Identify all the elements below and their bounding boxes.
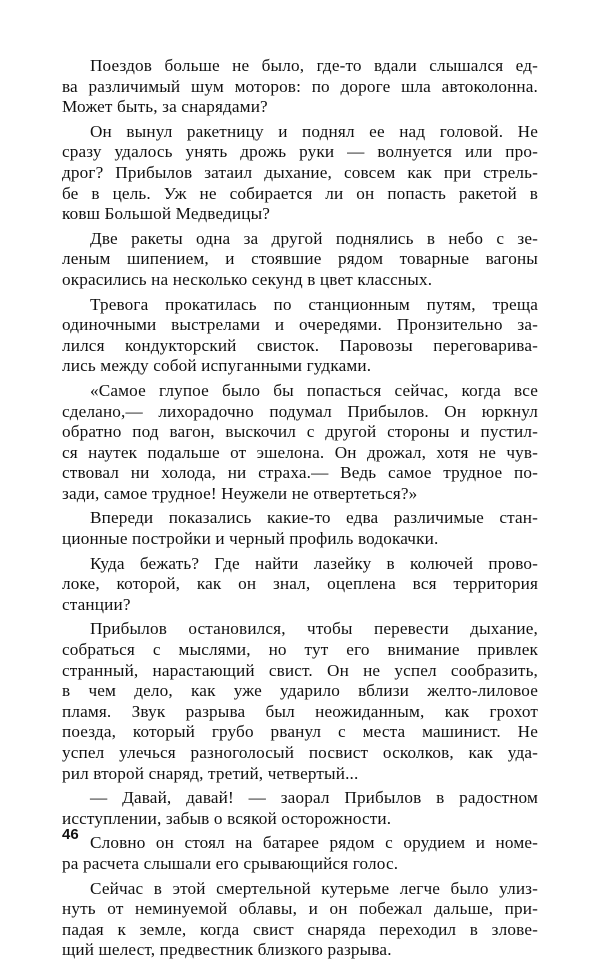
text-line: сделано,— лихорадочно подумал Прибылов. Он юркнул [62,401,538,421]
text-line: странный, нарастающий свист. Он не успел сообразить, [62,660,538,680]
paragraph [62,381,538,505]
text-line: ва различимый шум моторов: по дороге шла автоколонна. [62,76,538,96]
text-line: Он вынул ракетницу и поднял ее над головой. Не [90,121,538,141]
page-number: 46 [62,826,79,843]
text-line: нуть от неминуемой облавы, и он побежал дальше, при- [62,899,538,919]
text-line: собраться с мыслями, но тут его внимание привлек [62,640,538,660]
paragraph [62,295,538,377]
paragraph [62,554,538,616]
text-line: станции? [62,594,131,614]
text-line: пламя. Звук разрыва был неожиданным, как грохот [62,701,538,721]
text-line: бе в цель. Уж не собирается ли он попасть ракетой в [62,183,538,203]
paragraph [62,229,538,291]
text-line: окрасились на несколько секунд в цвет классных. [62,269,433,289]
text-line: Куда бежать? Где найти лазейку в колючей прово- [90,553,538,573]
paragraph [62,56,538,118]
text-line: в чем дело, как уже ударило вблизи желто-лиловое [62,681,538,701]
text-line: Может быть, за снарядами? [62,97,268,117]
text-line: лился кондукторский свисток. Паровозы переговарива- [62,335,538,355]
text-line: Поездов больше не было, где-то вдали слышался ед- [90,56,538,75]
paragraph [62,879,538,961]
text-line: зади, самое трудное! Неужели не отвертеться?» [62,483,418,503]
text-line: ся наутек подальше от эшелона. Он дрожал, хотя не чув- [62,442,538,462]
paragraph [62,508,538,549]
text-line: лись между собой испуганными гудками. [62,356,372,376]
paragraph [62,619,538,784]
text-line: ра расчета слышали его срывающийся голос. [62,853,399,873]
text-line: поезда, который грубо рванул с места машинист. Не [62,722,538,742]
text-line: леным шипением, и стоявшие рядом товарные вагоны [62,249,538,269]
text-line: ционные постройки и черный профиль водокачки. [62,529,439,549]
text-line: Сейчас в этой смертельной кутерьме легче было улиз- [90,878,538,898]
text-line: исступлении, забыв о всякой осторожности. [62,808,392,828]
text-line: ствовал ни холода, ни страха.— Ведь самое трудное по- [62,463,538,483]
paragraph [62,122,538,225]
text-line: Словно он стоял на батарее рядом с орудием и номе- [90,833,538,853]
text-line: Прибылов остановился, чтобы перевести дыхание, [90,619,538,639]
text-line: щий шелест, предвестник близкого разрыва. [62,940,392,960]
text-line: ковш Большой Медведицы? [62,204,271,224]
text-line: локе, которой, как он знал, оцеплена вся территория [62,574,538,594]
text-line: «Самое глупое было бы попасться сейчас, когда все [90,380,538,400]
paragraph [62,833,538,874]
text-line: одиночными выстрелами и очередями. Пронзительно за- [62,315,538,335]
text-line: Тревога прокатилась по станционным путям, треща [90,294,538,314]
text-line: падая к земле, когда свист снаряда переходил в зловe- [62,919,538,939]
text-line: Две ракеты одна за другой поднялись в небо с зе- [90,228,538,248]
text-line: — Давай, давай! — заорал Прибылов в радостном [90,788,538,808]
paragraph [62,788,538,829]
text-line: сразу удалось унять дрожь руки — волнуется или про- [62,142,538,162]
text-line: дрог? Прибылов затаил дыхание, совсем как при стрель- [62,162,538,182]
text-line: успел улечься разноголосый посвист осколков, как уда- [62,743,538,762]
text-line: рил второй снаряд, третий, четвертый... [62,763,359,783]
text-line: обратно под вагон, выскочил с другой стороны и пустил- [62,422,538,442]
text-line: Впереди показались какие-то едва различимые стан- [90,508,538,528]
book-page-text [62,56,538,965]
